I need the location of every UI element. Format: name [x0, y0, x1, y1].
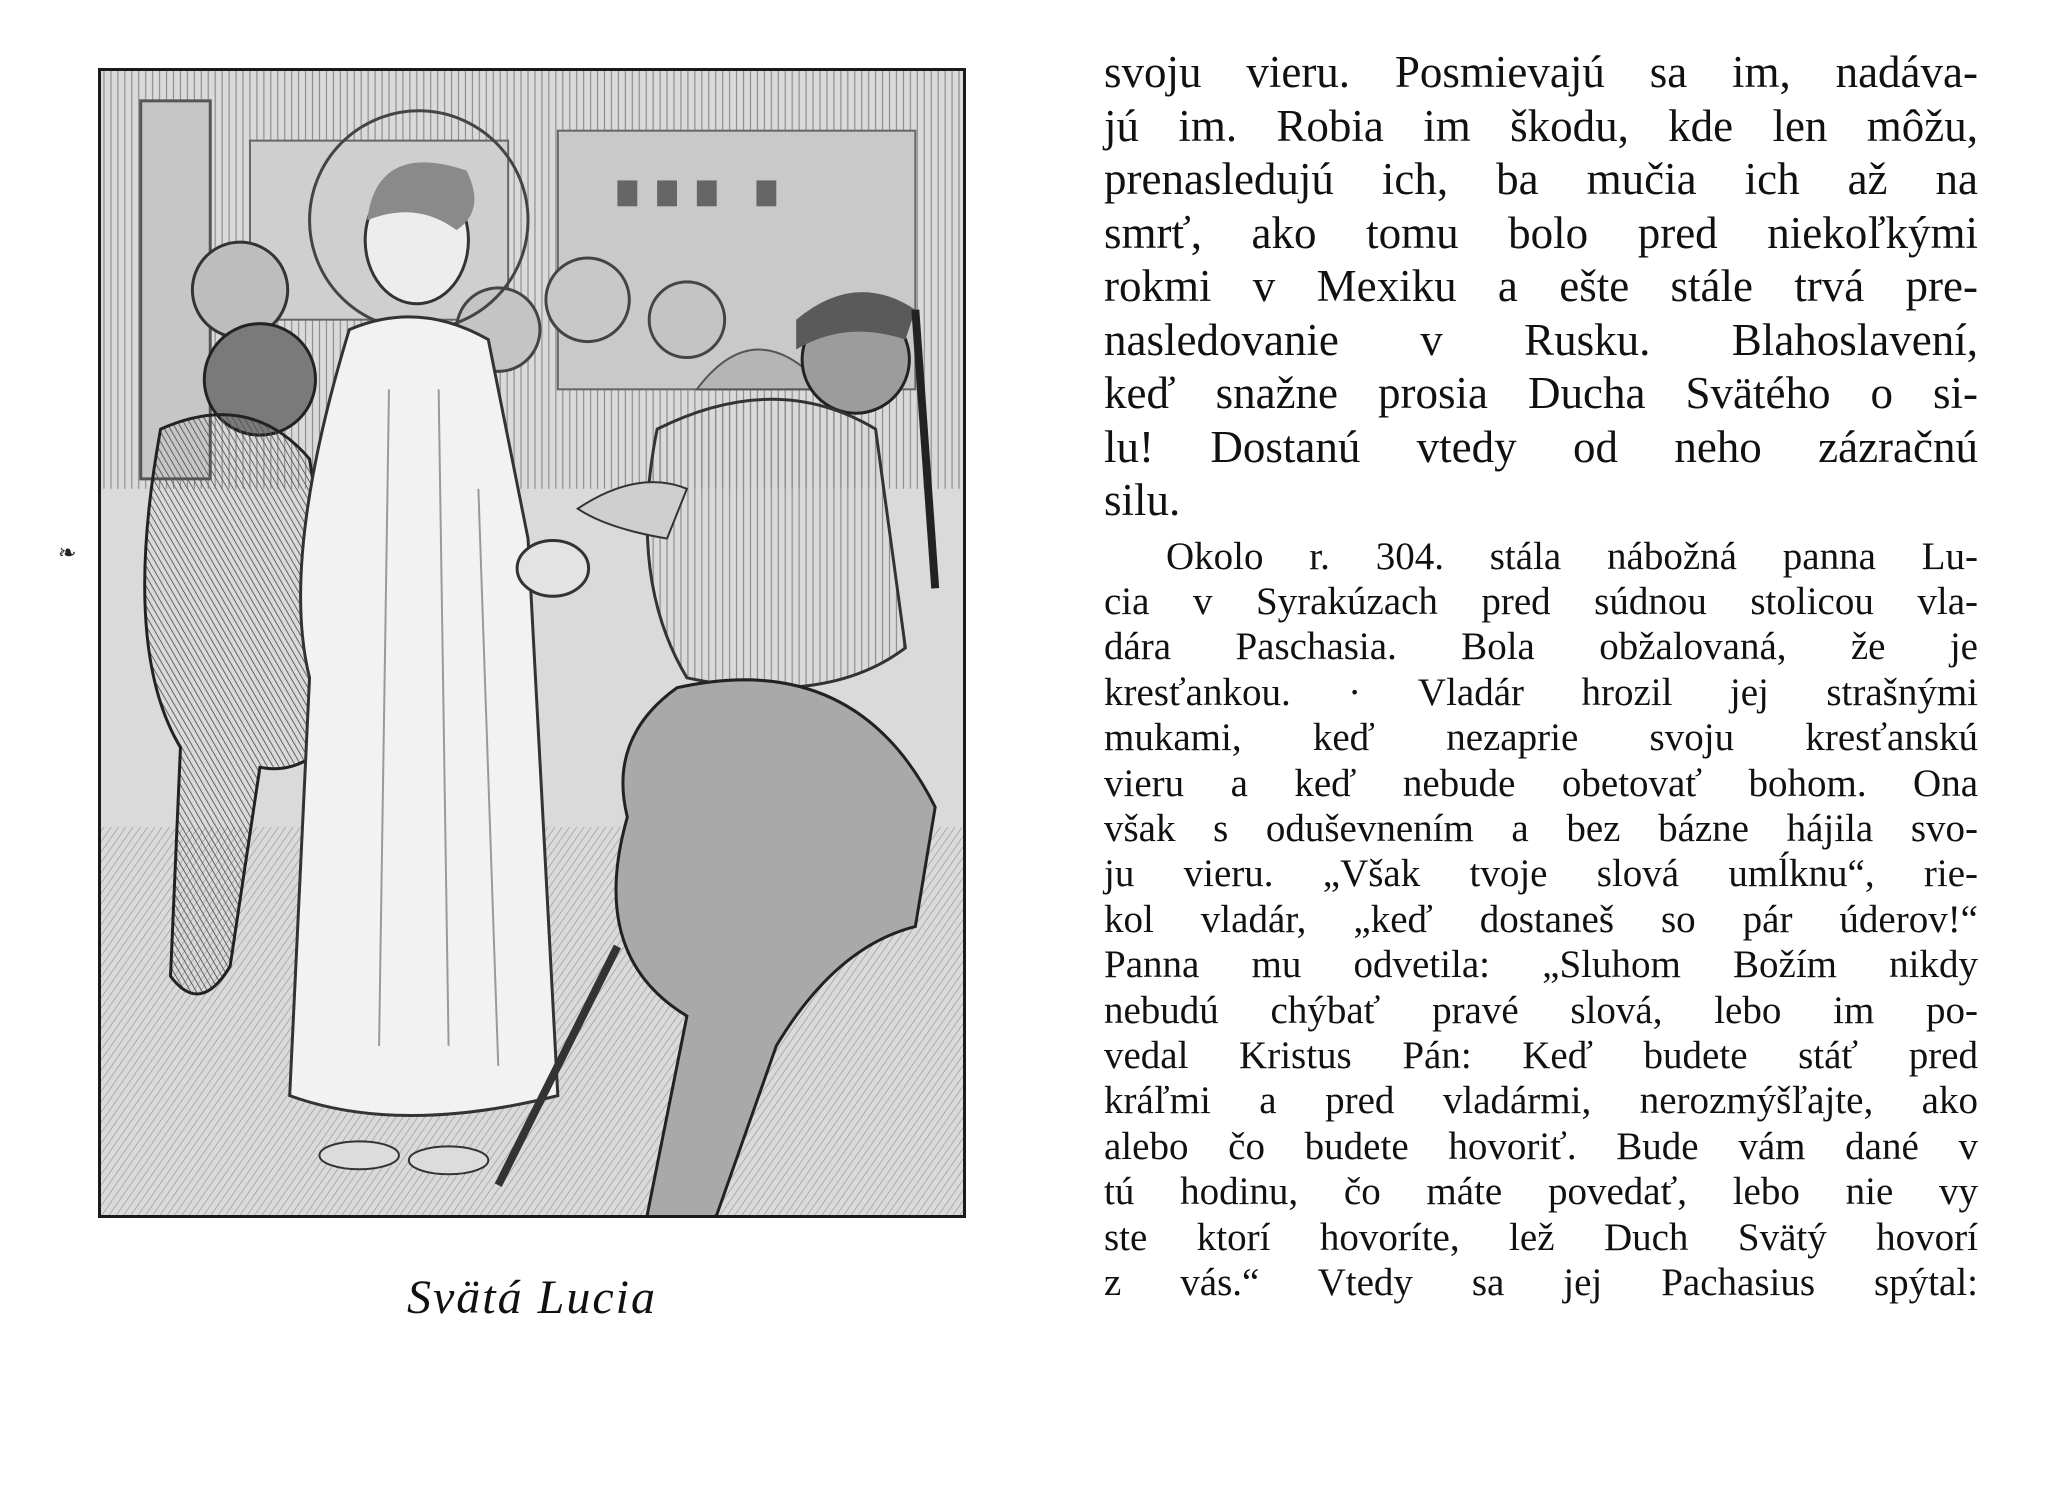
text-line: však s oduševnením a bez bázne hájila svo-	[1104, 806, 1978, 850]
saint-lucia-engraving-icon	[101, 71, 963, 1215]
text-line: svoju vieru. Posmievajú sa im, nadáva-	[1104, 47, 1978, 97]
saint-lucia-illustration	[98, 68, 966, 1218]
text-line: keď snažne prosia Ducha Svätého o si-	[1104, 368, 1978, 418]
text-line: alebo čo budete hovoriť. Bude vám dané v	[1104, 1124, 1978, 1168]
text-line: tú hodinu, čo máte povedať, lebo nie vy	[1104, 1170, 1978, 1214]
illustration-caption: Svätá Lucia	[407, 1271, 657, 1324]
text-line: rokmi v Mexiku a ešte stále trvá pre-	[1104, 261, 1978, 311]
text-line: kol vladár, „keď dostaneš so pár úderov!“	[1104, 897, 1978, 941]
text-line: kráľmi a pred vladármi, nerozmýšľajte, ako	[1104, 1079, 1978, 1123]
text-line: ju vieru. „Však tvoje slová umĺknu“, rie-	[1104, 852, 1978, 896]
paragraph-lead	[1104, 46, 1978, 528]
paragraph-story	[1104, 534, 1978, 1306]
text-line: kresťankou. · Vladár hrozil jej strašnými	[1104, 670, 1978, 714]
text-line: z vás.“ Vtedy sa jej Pachasius spýtal:	[1104, 1261, 1978, 1304]
text-line: ste ktorí hovoríte, lež Duch Svätý hovorí	[1104, 1215, 1978, 1259]
text-line: vieru a keď nebude obetovať bohom. Ona	[1104, 761, 1978, 805]
text-line: silu.	[1104, 475, 1181, 525]
text-line: Panna mu odvetila: „Sluhom Božím nikdy	[1104, 943, 1978, 987]
article-text	[1104, 46, 1978, 1305]
text-line: cia v Syrakúzach pred súdnou stolicou vla-	[1104, 579, 1978, 623]
text-line: lu! Dostanú vtedy od neho zázračnú	[1104, 421, 1978, 472]
text-line: dára Paschasia. Bola obžalovaná, že je	[1104, 625, 1978, 669]
text-line: nasledovanie v Rusku. Blahoslavení,	[1104, 314, 1978, 365]
print-speck: ❧	[58, 540, 77, 565]
text-line: Okolo r. 304. stála nábožná panna Lu-	[1166, 534, 1978, 578]
text-line: smrť, ako tomu bolo pred niekoľkými	[1104, 207, 1978, 258]
text-line: vedal Kristus Pán: Keď budete stáť pred	[1104, 1033, 1978, 1077]
text-line: mukami, keď nezaprie svoju kresťanskú	[1104, 716, 1978, 760]
text-line: nebudú chýbať pravé slová, lebo im po-	[1104, 988, 1978, 1032]
text-line: prenasledujú ich, ba mučia ich až na	[1104, 154, 1978, 204]
text-line: jú im. Robia im škodu, kde len môžu,	[1104, 100, 1978, 151]
